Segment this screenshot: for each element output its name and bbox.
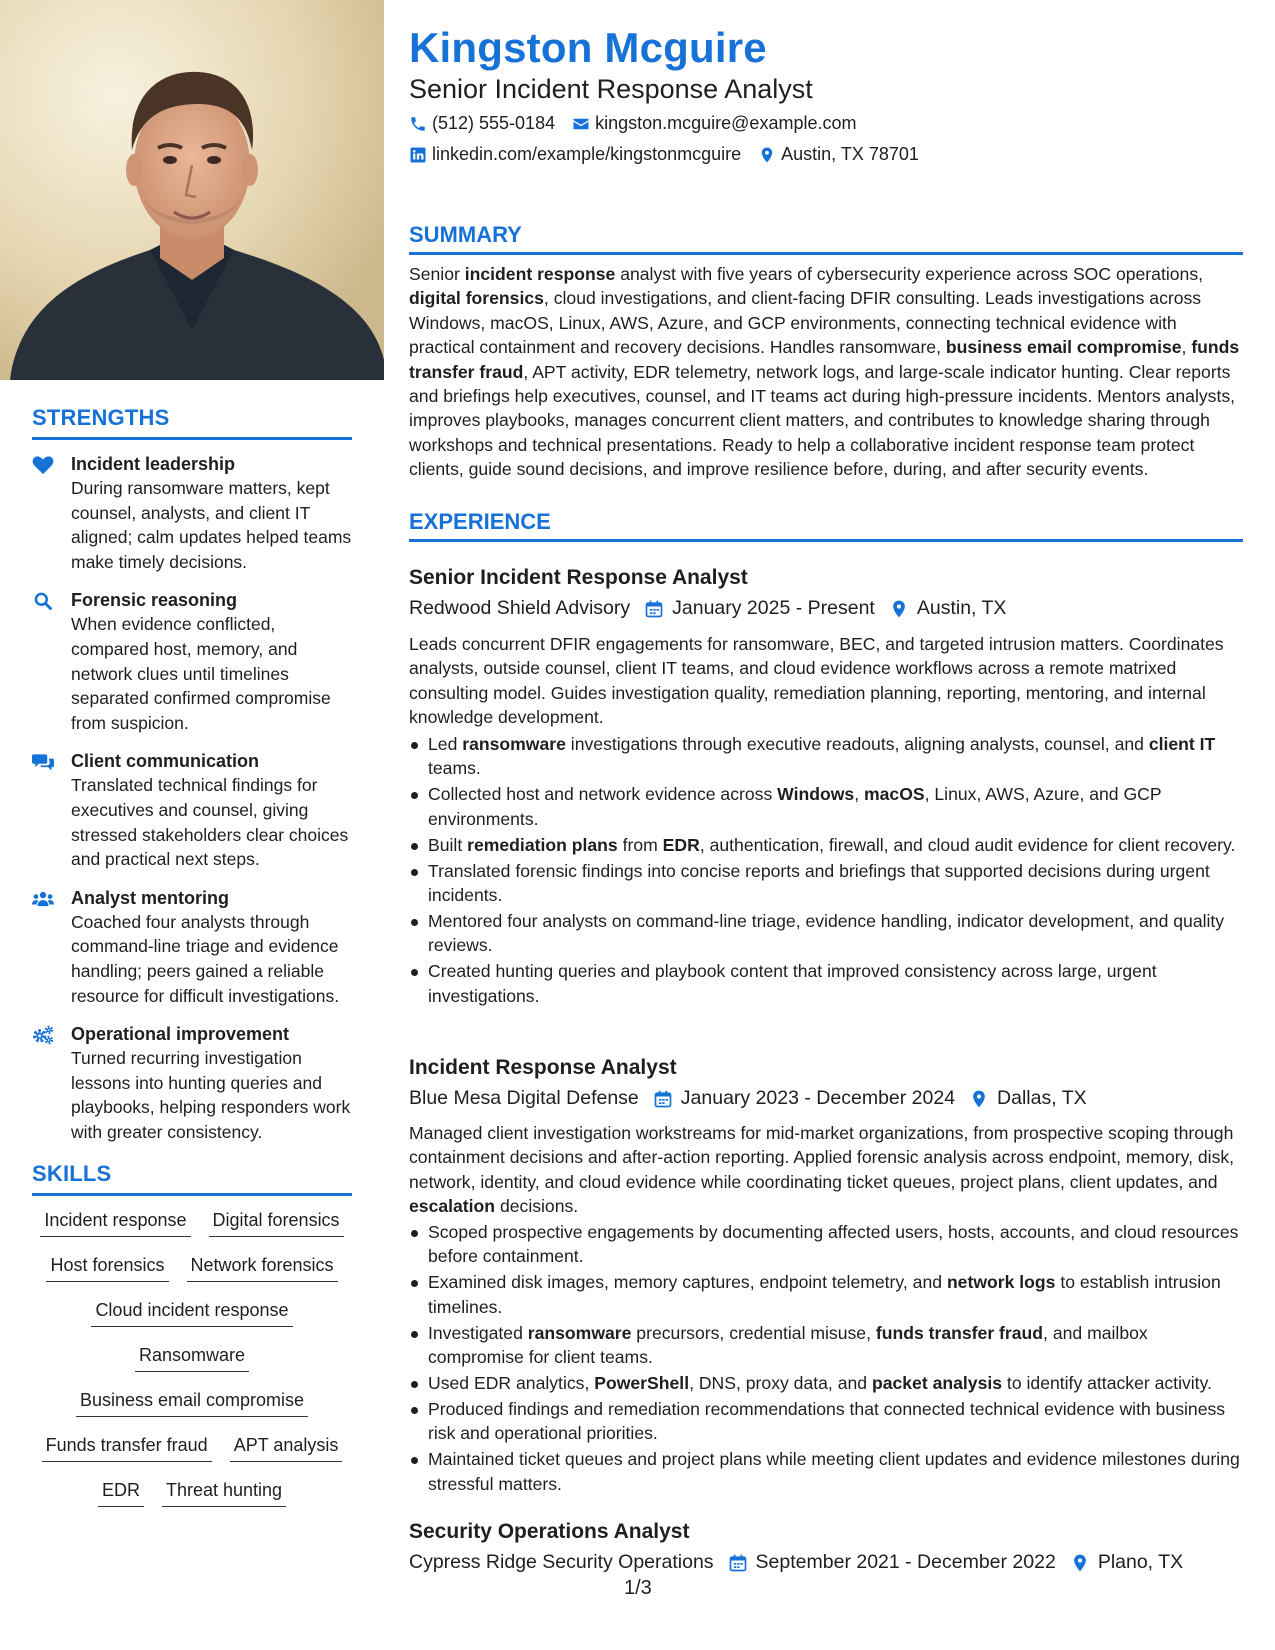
strength-title: Operational improvement [71,1024,290,1045]
calendar-icon [653,1089,681,1109]
sidebar [0,0,384,1650]
job-bullet: Maintained ticket queues and project plans while meeting client updates and evidence milestones during stressful matters. [409,1447,1243,1496]
map-marker-icon [758,146,781,164]
skill-row [32,1253,352,1282]
skills-section [32,1161,352,1523]
job-meta [409,597,1020,620]
page-number: 1/3 [624,1577,652,1599]
map-marker-icon [889,599,917,619]
job-bullets [409,732,1243,1009]
candidate-name: Kingston Mcguire [409,24,767,71]
skill-tag: Funds transfer fraud [42,1433,212,1462]
calendar-icon [644,599,672,619]
skill-tag: Network forensics [187,1253,338,1282]
map-marker-icon [1070,1553,1098,1573]
strength-item [32,749,352,871]
skill-tag: Threat hunting [162,1478,286,1507]
skill-tag: Incident response [40,1208,190,1237]
job-company: Blue Mesa Digital Defense [409,1087,639,1109]
skill-row [32,1433,352,1462]
strength-title: Incident leadership [71,454,236,474]
job-bullets [409,1220,1243,1497]
job-dates [653,1087,955,1110]
job-dates-text: January 2023 - December 2024 [680,1087,956,1109]
job-description: Managed client investigation workstreams for mid-market organizations, from prospective scoping through containment decisions and after-action reporting. Applied forensic analysis across endpoint, memory, disk, network, identity, and cloud evidence while coordinating ticket queues, project plans, client updates, and escalation decisions. [409,1123,1235,1217]
job-bullet: Created hunting queries and playbook content that improved consistency across large, urgent investigations. [409,959,1243,1008]
skill-row [32,1388,352,1417]
experience-heading: EXPERIENCE [409,509,1243,542]
skill-row [32,1208,352,1237]
job-bullet: Mentored four analysts on command-line triage, evidence handling, indicator development, and quality reviews. [409,909,1243,958]
strength-item [32,452,352,574]
strength-item [32,588,352,735]
job-dates [644,597,875,620]
contact-email[interactable] [572,113,856,134]
skill-tag: Cloud incident response [91,1298,292,1327]
skill-tag: Host forensics [46,1253,168,1282]
job-location [889,597,1007,620]
job-bullet: Built remediation plans from EDR, authentication, firewall, and cloud audit evidence for client recovery. [409,833,1243,857]
skills-heading: SKILLS [32,1161,352,1196]
contact-linkedin[interactable] [409,144,741,165]
contact-line-2 [409,144,936,165]
job-bullet: Examined disk images, memory captures, endpoint telemetry, and network logs to establish intrusion timelines. [409,1270,1243,1319]
phone-icon [409,115,432,133]
candidate-role: Senior Incident Response Analyst [409,74,813,104]
strengths-section [32,405,352,1144]
job-bullet: Investigated ransomware precursors, credential misuse, funds transfer fraud, and mailbox compromise for client teams. [409,1321,1243,1370]
strength-description: Translated technical findings for executives and counsel, giving stressed stakeholders clear choices and practical next steps. [71,775,349,870]
phone-text: (512) 555-0184 [432,113,556,133]
job-title: Senior Incident Response Analyst [409,566,748,589]
job-meta [409,1551,1197,1574]
job-location [969,1087,1087,1110]
job-title: Security Operations Analyst [409,1520,690,1543]
job-bullet: Translated forensic findings into concise reports and briefings that supported decisions during urgent incidents. [409,859,1243,908]
job-bullet: Collected host and network evidence across Windows, macOS, Linux, AWS, Azure, and GCP environments. [409,782,1243,831]
job-company: Cypress Ridge Security Operations [409,1551,714,1573]
skill-row [32,1298,352,1327]
job-location-text: Plano, TX [1097,1551,1184,1573]
users-icon [32,889,54,909]
calendar-icon [728,1553,756,1573]
contact-location [758,144,919,165]
strength-description: Coached four analysts through command-line triage and evidence handling; peers gained a reliable resource for difficult investigations. [71,911,340,1006]
skill-tag: Digital forensics [209,1208,344,1237]
job-bullet: Used EDR analytics, PowerShell, DNS, proxy data, and packet analysis to identify attacker activity. [409,1371,1243,1395]
skill-tag: Business email compromise [76,1388,308,1417]
skill-tag: Ransomware [135,1343,249,1372]
job-bullet: Produced findings and remediation recommendations that connected technical evidence with business risk and operational priorities. [409,1397,1243,1446]
linkedin-text: linkedin.com/example/kingstonmcguire [432,144,742,164]
skill-row [32,1343,352,1372]
comments-icon [32,752,54,772]
job-meta [409,1087,1101,1110]
strength-title: Forensic reasoning [71,590,238,611]
job-location [1070,1551,1183,1574]
strength-item [32,1022,352,1144]
heart-icon [32,455,54,475]
strength-title: Analyst mentoring [71,887,230,908]
linkedin-icon [409,146,432,164]
strengths-heading: STRENGTHS [32,405,352,440]
strength-title: Client communication [71,751,260,772]
job-description: Leads concurrent DFIR engagements for ransomware, BEC, and targeted intrusion matters. Coordinates analysts, outside counsel, client IT teams, and cloud evidence workflows across a remote matrixed consulting model. Guides investigation quality, remediation planning, reporting, mentoring, and internal knowledge development. [409,634,1224,728]
contact-line-1 [409,113,873,134]
summary-heading: SUMMARY [409,222,1243,255]
skill-tag: EDR [98,1478,144,1507]
strength-item [32,886,352,1008]
gears-icon [32,1025,54,1045]
envelope-icon [572,115,595,133]
skill-tag: APT analysis [230,1433,343,1462]
job-dates-text: January 2025 - Present [672,597,875,619]
job-dates-text: September 2021 - December 2022 [755,1551,1056,1573]
location-text: Austin, TX 78701 [781,144,919,164]
profile-photo [0,0,384,380]
job-bullet: Led ransomware investigations through executive readouts, aligning analysts, counsel, and client IT teams. [409,732,1243,781]
job-title: Incident Response Analyst [409,1056,677,1079]
strength-description: During ransomware matters, kept counsel, analysts, and client IT aligned; calm updates helped teams make timely decisions. [71,478,352,572]
job-location-text: Dallas, TX [997,1087,1087,1109]
email-text: kingston.mcguire@example.com [595,113,857,133]
search-icon [32,591,54,611]
skill-row [32,1478,352,1507]
job-company: Redwood Shield Advisory [409,597,631,619]
summary-text: Senior incident response analyst with five years of cybersecurity experience across SOC operations, digital forensics, cloud investigations, and client-facing DFIR consulting. Leads investigations across Windows, macOS, Linux, AWS, Azure, and GCP environments, connecting technical evidence with practical containment and recovery decisions. Handles ransomware, business email compromise, funds transfer fraud, APT activity, EDR telemetry, network logs, and large-scale indicator hunting. Clear reports and briefings help executives, counsel, and IT teams act during high-pressure incidents. Mentors analysts, improves playbooks, manages concurrent client matters, and contributes to knowledge sharing through workshops and technical presentations. Ready to help a collaborative incident response team protect clients, guide sound decisions, and improve resilience before, during, and after security events. [409,264,1240,480]
strengths-list [32,452,352,1144]
contact-phone[interactable] [409,113,555,134]
job-location-text: Austin, TX [916,597,1007,619]
job-dates [728,1551,1056,1574]
job-bullet: Scoped prospective engagements by documenting affected users, hosts, accounts, and cloud resources before containment. [409,1220,1243,1269]
skills-list [32,1208,352,1507]
strength-description: When evidence conflicted, compared host, memory, and network clues until timelines separated confirmed compromise from suspicion. [71,614,331,733]
map-marker-icon [969,1089,997,1109]
strength-description: Turned recurring investigation lessons into hunting queries and playbooks, helping responders work with greater consistency. [71,1048,351,1142]
